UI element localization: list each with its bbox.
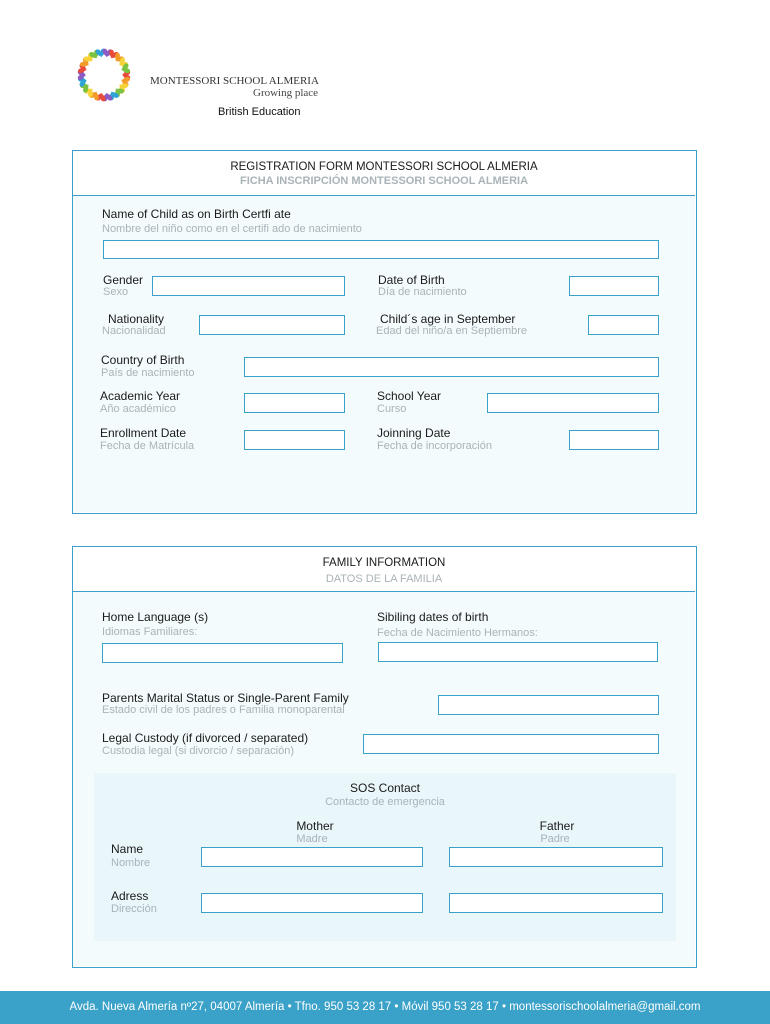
academic-label: Academic Year [100, 389, 181, 403]
joining-label: Joinning Date [377, 426, 451, 440]
joining-label-es: Fecha de incorporación [377, 440, 492, 452]
enroll-label-es: Fecha de Matrícula [100, 440, 195, 452]
academic-field[interactable] [244, 393, 345, 413]
country-field[interactable] [244, 357, 659, 377]
sos-mother-name-field[interactable] [201, 847, 423, 867]
school-year-label: School Year [377, 389, 442, 403]
child-name-label-es: Nombre del niño como en el certifi ado de nacimiento [102, 223, 362, 235]
marital-label: Parents Marital Status or Single-Parent Family [102, 691, 349, 705]
custody-field[interactable] [363, 734, 659, 754]
sibling-field[interactable] [378, 642, 658, 662]
age-label-es: Edad del niño/a en Septiembre [376, 325, 528, 337]
custody-label: Legal Custody (if divorced / separated) [102, 731, 309, 745]
nationality-field[interactable] [199, 315, 345, 335]
logo-subtitle: British Education [218, 106, 301, 118]
family-title-es: DATOS DE LA FAMILIA [325, 573, 443, 585]
school-year-field[interactable] [487, 393, 659, 413]
marital-label-es: Estado civil de los padres o Familia monoparental [102, 704, 345, 716]
custody-label-es: Custodia legal (si divorcio / separación) [102, 745, 294, 757]
registration-title-es: FICHA INSCRIPCIÓN MONTESSORI SCHOOL ALMERIA [239, 175, 529, 187]
school-year-label-es: Curso [377, 403, 407, 415]
dob-label: Date of Birth [378, 273, 445, 287]
dob-label-es: Día de nacimiento [378, 286, 467, 298]
joining-field[interactable] [569, 430, 659, 450]
gender-label: Gender [103, 273, 144, 287]
dob-field[interactable] [569, 276, 659, 296]
sos-father-label: Father [539, 819, 575, 833]
home-lang-field[interactable] [102, 643, 343, 663]
sos-father-address-field[interactable] [449, 893, 663, 913]
sos-father-label-es: Padre [540, 833, 570, 845]
enroll-field[interactable] [244, 430, 345, 450]
sos-mother-label-es: Madre [296, 833, 328, 845]
country-label-es: País de nacimiento [101, 367, 195, 379]
sos-mother-address-field[interactable] [201, 893, 423, 913]
nationality-label: Nationality [108, 312, 165, 326]
logo-school-name: MONTESSORI SCHOOL ALMERIA [150, 75, 319, 87]
family-title: FAMILY INFORMATION [322, 557, 446, 569]
age-label: Child´s age in September [380, 312, 516, 326]
age-field[interactable] [588, 315, 659, 335]
enroll-label: Enrollment Date [100, 426, 187, 440]
child-name-label: Name of Child as on Birth Certfi ate [102, 207, 291, 221]
marital-field[interactable] [438, 695, 659, 715]
sos-name-label: Name [111, 842, 144, 856]
family-header [73, 547, 695, 592]
footer-contact-bar [0, 991, 770, 1024]
child-name-field[interactable] [103, 240, 659, 259]
sos-mother-label: Mother [296, 819, 334, 833]
footer-contact-text: Avda. Nueva Almería nº27, 04007 Almería • Tfno. 950 53 28 17 • Móvil 950 53 28 17 • montessorischoolalmeria@gmail.com [69, 1001, 701, 1013]
home-lang-label-es: Idiomas Familiares: [102, 626, 198, 638]
sos-name-label-es: Nombre [111, 857, 151, 869]
sibling-label: Sibiling dates of birth [377, 610, 489, 624]
sos-title: SOS Contact [349, 781, 421, 795]
gender-label-es: Sexo [103, 286, 129, 298]
academic-label-es: Año académico [100, 403, 176, 415]
home-lang-label: Home Language (s) [102, 610, 209, 624]
registration-title: REGISTRATION FORM MONTESSORI SCHOOL ALMERIA [230, 161, 538, 173]
sibling-label-es: Fecha de Nacimiento Hermanos: [377, 627, 538, 639]
logo-heart-ring-icon [68, 44, 142, 114]
gender-field[interactable] [152, 276, 345, 296]
nationality-label-es: Nacionalidad [102, 325, 166, 337]
sos-father-name-field[interactable] [449, 847, 663, 867]
country-label: Country of Birth [101, 353, 185, 367]
sos-address-label: Adress [111, 889, 149, 903]
sos-title-es: Contacto de emergencia [325, 796, 445, 808]
registration-header [73, 151, 695, 196]
logo-tagline: Growing place [253, 87, 319, 99]
sos-address-label-es: Dirección [111, 903, 157, 915]
